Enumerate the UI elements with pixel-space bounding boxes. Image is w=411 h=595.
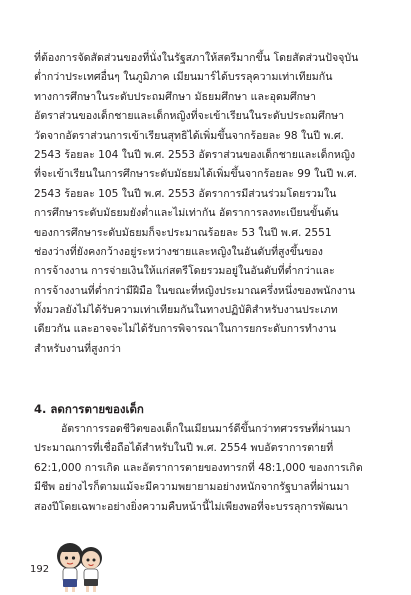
body-paragraph-1: [34, 49, 376, 359]
text-line: เดียวกัน และอาจจะไม่ได้รับการพิจารณาในการยกระดับการทำงาน: [34, 323, 337, 336]
text-line: ทางการศึกษาในระดับประถมศึกษา มัธยมศึกษา และอุดมศึกษา: [34, 90, 316, 103]
section-heading: 4. ลดการตายของเด็ก: [34, 402, 144, 416]
text-line: ต่ำกว่าประเทศอื่นๆ ในภูมิภาค เมียนมาร์ได้บรรลุความเท่าเทียมกัน: [34, 71, 333, 84]
page-number: 192: [30, 564, 50, 575]
body-paragraph-2: [34, 420, 376, 517]
two-cartoon-children-icon: [54, 537, 106, 593]
text-line: ประมาณการที่เชื่อถือได้สำหรับในปี พ.ศ. 2554 พบอัตราการตายที่: [34, 442, 334, 455]
page-footer: [0, 535, 411, 595]
text-line: ที่จะเข้าเรียนในการศึกษาระดับมัธยมได้เพิ่มขึ้นจากร้อยละ 99 ในปี พ.ศ.: [34, 168, 358, 181]
text-line: ช่องว่างที่ยังคงกว้างอยู่ระหว่างชายและหญิงในอันดับที่สูงขึ้นของ: [34, 245, 323, 258]
text-line: 62:1,000 การเกิด และอัตราการตายของทารกที่ 48:1,000 ของการเกิด: [34, 461, 363, 474]
text-line: 2543 ร้อยละ 104 ในปี พ.ศ. 2553 อัตราส่วนของเด็กชายและเด็กหญิง: [34, 148, 356, 161]
text-line: การจ้างงาน การจ่ายเงินให้แก่สตรีโดยรวมอยู่ในอันดับที่ต่ำกว่าและ: [34, 265, 335, 278]
text-line: มีชีพ อย่างไรก็ตามแม้จะมีความพยายามอย่างหนักจากรัฐบาลที่ผ่านมา: [34, 481, 350, 494]
text-line: ที่ต้องการจัดสัดส่วนของที่นั่งในรัฐสภาให้สตรีมากขึ้น โดยสัดส่วนปัจจุบัน: [34, 52, 359, 64]
text-line: การศึกษาระดับมัธยมยังต่ำและไม่เท่ากัน อัตราการลงทะเบียนขั้นต้น: [34, 207, 339, 220]
text-line: อัตราส่วนของเด็กชายและเด็กหญิงที่จะเข้าเรียนในระดับประถมศึกษา: [34, 110, 345, 123]
text-line: สำหรับงานที่สูงกว่า: [34, 342, 122, 355]
text-line: อัตราการรอดชีวิตของเด็กในเมียนมาร์ดีขึ้นกว่าทศวรรษที่ผ่านมา: [34, 423, 351, 435]
text-line: วัดจากอัตราส่วนการเข้าเรียนสุทธิได้เพิ่มขึ้นจากร้อยละ 98 ในปี พ.ศ.: [34, 129, 344, 142]
text-line: 2543 ร้อยละ 105 ในปี พ.ศ. 2553 อัตราการมีส่วนร่วมโดยรวมใน: [34, 187, 337, 200]
text-line: สองปีโดยเฉพาะอย่างยิ่งความคืบหน้านี้ไม่เพียงพอที่จะบรรลุการพัฒนา: [34, 500, 349, 513]
text-line: การจ้างงานที่ต่ำกว่ามีฝีมือ ในขณะที่หญิงประมาณครึ่งหนึ่งของพนักงาน: [34, 284, 356, 297]
text-line: ของการศึกษาระดับมัธยมก็จะประมาณร้อยละ 53 ในปี พ.ศ. 2551: [34, 226, 332, 239]
text-line: ทั้งมวลยังไม่ได้รับความเท่าเทียมกันในทางปฏิบัติสำหรับงานประเภท: [34, 304, 338, 317]
